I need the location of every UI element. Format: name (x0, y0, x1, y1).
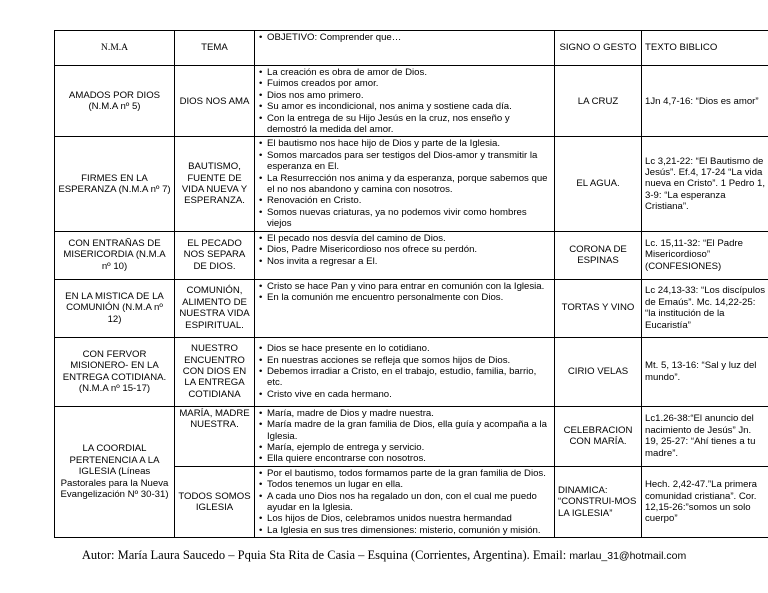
footer-email: marlau_31@hotmail.com (569, 550, 687, 562)
bullet-item: • Ella quiere encontrarse con nosotros. (267, 453, 551, 464)
bullet-item: • Somos nuevas criaturas, ya no podemos vivir como hombres viejos (267, 207, 551, 230)
tema-cell: EL PECADO NOS SEPARA DE DIOS. (175, 231, 255, 279)
bullet-item: • Cristo vive en cada hermano. (267, 389, 551, 400)
tema-cell: DIOS NOS AMA (175, 66, 255, 137)
bullet-item: • María, ejemplo de entrega y servicio. (267, 442, 551, 453)
bullets-cell (255, 231, 555, 279)
signo-cell: DINAMICA: “CONSTRUI-MOS LA IGLESIA” (555, 466, 642, 537)
signo-cell: CORONA DE ESPINAS (555, 231, 642, 279)
bullets-cell (255, 406, 555, 466)
texto-cell: 1Jn 4,7-16: “Dios es amor” (642, 66, 768, 137)
bullet-item: • La Resurrección nos anima y da esperanza, porque sabemos que el no nos abandono y camina con nosotros. (267, 173, 551, 196)
table-row (55, 337, 768, 406)
tema-cell: MARÍA, MADRE NUESTRA. (175, 406, 255, 466)
nma-cell: LA COORDIAL PERTENENCIA A LA IGLESIA (Líneas Pastorales para la Nueva Evangelización Nº 30-31) (55, 406, 175, 537)
bullet-item: • La creación es obra de amor de Dios. (267, 67, 551, 78)
texto-cell: Lc. 15,11-32: “El Padre Misericordioso” (CONFESIONES) (642, 231, 768, 279)
nma-cell: EN LA MISTICA DE LA COMUNIÓN (N.M.A nº 12) (55, 279, 175, 337)
bullets-cell (255, 337, 555, 406)
bullets-cell (255, 279, 555, 337)
header-row (55, 31, 768, 66)
table-row (55, 231, 768, 279)
tema-cell: TODOS SOMOS IGLESIA (175, 466, 255, 537)
table-row (55, 279, 768, 337)
bullet-item: • Su amor es incondicional, nos anima y sostiene cada día. (267, 101, 551, 112)
nma-cell: CON ENTRAÑAS DE MISERICORDIA (N.M.A nº 10) (55, 231, 175, 279)
bullet-item: • La Iglesia en sus tres dimensiones: misterio, comunión y misión. (267, 525, 551, 536)
bullets-cell (255, 66, 555, 137)
header-texto: TEXTO BIBLICO (642, 31, 768, 66)
texto-cell: Mt. 5, 13-16: “Sal y luz del mundo”. (642, 337, 768, 406)
nma-cell: CON FERVOR MISIONERO- EN LA ENTREGA COTIDIANA. (N.M.A nº 15-17) (55, 337, 175, 406)
bullet-item: • Dios nos amo primero. (267, 90, 551, 101)
bullet-item: • Renovación en Cristo. (267, 195, 551, 206)
texto-cell: Lc1.26-38:“El anuncio del nacimiento de Jesús” Jn. 19, 25-27: “Ahí tienes a tu madre”. (642, 406, 768, 466)
nma-cell: FIRMES EN LA ESPERANZA (N.M.A nº 7) (55, 137, 175, 231)
header-objetivo (255, 31, 555, 66)
tema-cell: BAUTISMO, FUENTE DE VIDA NUEVA Y ESPERANZA. (175, 137, 255, 231)
bullet-item: • Con la entrega de su Hijo Jesús en la cruz, nos enseño y demostró la medida del amor. (267, 113, 551, 136)
footer (0, 548, 768, 563)
texto-cell: Hech. 2,42-47.”La primera comunidad cristiana”. Cor. 12,15-26:”somos un solo cuerpo” (642, 466, 768, 537)
bullet-item: • En la comunión me encuentro personalmente con Dios. (267, 292, 551, 303)
objetivo-text: • OBJETIVO: Comprender que… (267, 32, 551, 43)
nma-cell: AMADOS POR DIOS (N.M.A nº 5) (55, 66, 175, 137)
bullet-item: • María, madre de Dios y madre nuestra. (267, 408, 551, 419)
bullet-item: • Cristo se hace Pan y vino para entrar en comunión con la Iglesia. (267, 281, 551, 292)
table-row (55, 137, 768, 231)
bullet-item: • Debemos irradiar a Cristo, en el trabajo, estudio, familia, barrio, etc. (267, 366, 551, 389)
bullet-item: • Fuimos creados por amor. (267, 78, 551, 89)
header-tema: TEMA (175, 31, 255, 66)
texto-cell: Lc 3,21-22: “El Bautismo de Jesús”. Ef.4, 17-24 “La vida nueva en Cristo”. 1 Pedro 1, 3-9: “La esperanza Cristiana”. (642, 137, 768, 231)
header-nma: N.M.A (55, 31, 175, 66)
bullet-item: • El pecado nos desvía del camino de Dios. (267, 233, 551, 244)
signo-cell: CELEBRACION CON MARÍA. (555, 406, 642, 466)
texto-cell: Lc 24,13-33: “Los discípulos de Emaús”. Mc. 14,22-25: “la institución de la Eucaristía” (642, 279, 768, 337)
bullets-cell (255, 137, 555, 231)
signo-cell: LA CRUZ (555, 66, 642, 137)
planning-table (54, 30, 768, 538)
signo-cell: TORTAS Y VINO (555, 279, 642, 337)
bullet-item: • Los hijos de Dios, celebramos unidos nuestra hermandad (267, 513, 551, 524)
tema-cell: COMUNIÓN, ALIMENTO DE NUESTRA VIDA ESPIRITUAL. (175, 279, 255, 337)
bullet-item: • Por el bautismo, todos formamos parte de la gran familia de Dios. (267, 468, 551, 479)
header-signo: SIGNO O GESTO (555, 31, 642, 66)
bullet-item: • Dios se hace presente en lo cotidiano. (267, 343, 551, 354)
bullets-cell (255, 466, 555, 537)
table-row (55, 406, 768, 466)
signo-cell: EL AGUA. (555, 137, 642, 231)
table-row (55, 66, 768, 137)
bullet-item: • El bautismo nos hace hijo de Dios y parte de la Iglesia. (267, 138, 551, 149)
bullet-item: • María madre de la gran familia de Dios, ella guía y acompaña a la Iglesia. (267, 419, 551, 442)
bullet-item: • Dios, Padre Misericordioso nos ofrece su perdón. (267, 244, 551, 255)
signo-cell: CIRIO VELAS (555, 337, 642, 406)
bullet-item: • En nuestras acciones se refleja que somos hijos de Dios. (267, 355, 551, 366)
tema-cell: NUESTRO ENCUENTRO CON DIOS EN LA ENTREGA COTIDIANA (175, 337, 255, 406)
footer-author: Autor: María Laura Saucedo – Pquia Sta Rita de Casia – Esquina (Corrientes, Argentina). Email: (81, 548, 570, 562)
bullet-item: • Todos tenemos un lugar en ella. (267, 479, 551, 490)
bullet-item: • A cada uno Dios nos ha regalado un don, con el cual me puedo ayudar en la Iglesia. (267, 491, 551, 514)
bullet-item: • Nos invita a regresar a El. (267, 256, 551, 267)
bullet-item: • Somos marcados para ser testigos del Dios-amor y transmitir la esperanza en El. (267, 150, 551, 173)
